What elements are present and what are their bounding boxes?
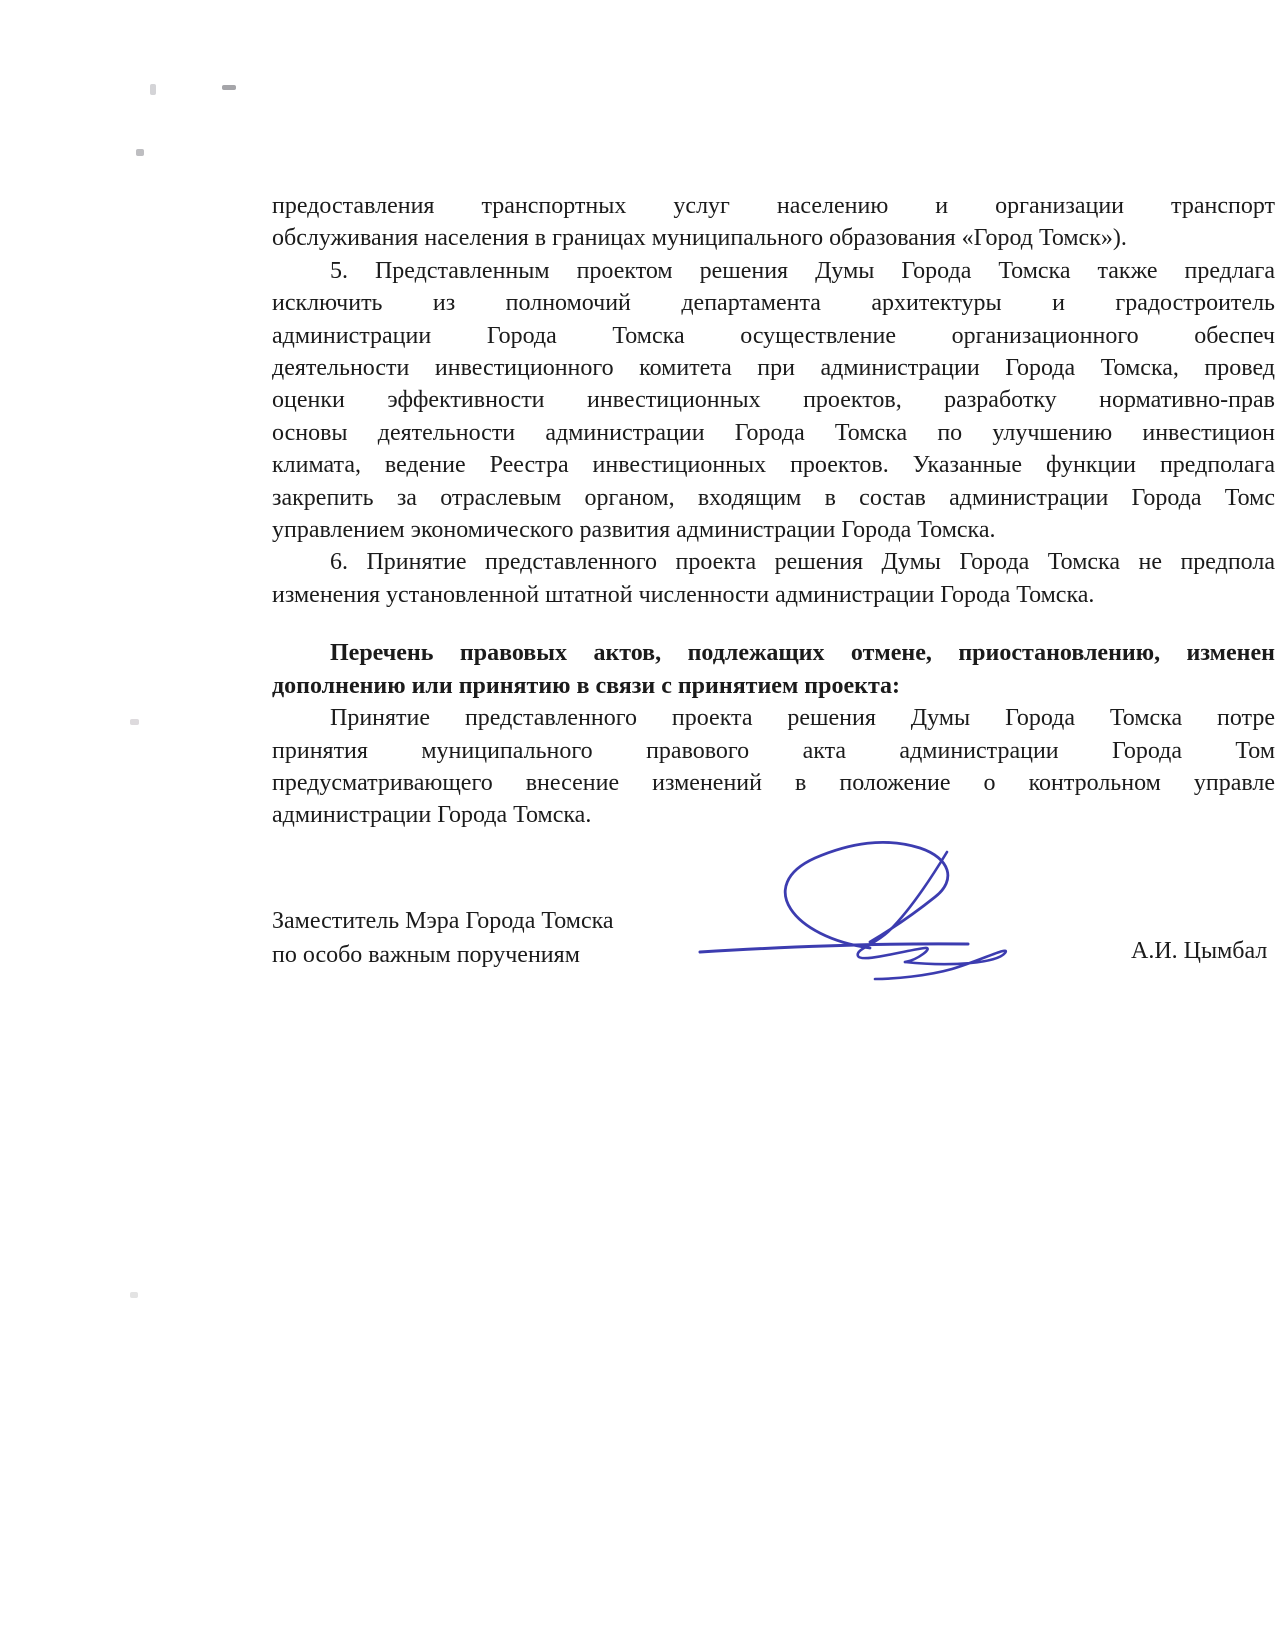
document-body xyxy=(272,190,1275,832)
document-line: закрепить за отраслевым органом, входящим в состав администрации Города Томс xyxy=(272,484,1275,511)
document-line: администрации Города Томска. xyxy=(272,802,592,829)
handwritten-signature-ink xyxy=(672,815,1032,995)
scan-artifact xyxy=(150,84,156,95)
document-line: исключить из полномочий департамента архитектуры и градостроитель xyxy=(272,290,1275,317)
document-line: оценки эффективности инвестиционных проектов, разработку нормативно-прав xyxy=(272,387,1275,414)
document-line: 5. Представленным проектом решения Думы Города Томска также предлага xyxy=(330,257,1275,284)
document-line: администрации Города Томска осуществление организационного обеспеч xyxy=(272,322,1275,349)
document-heading-line: дополнению или принятию в связи с принятием проекта: xyxy=(272,672,901,699)
document-line: управлением экономического развития администрации Города Томска. xyxy=(272,517,996,544)
document-line: климата, ведение Реестра инвестиционных проектов. Указанные функции предполага xyxy=(272,452,1275,479)
document-line: 6. Принятие представленного проекта решения Думы Города Томска не предпола xyxy=(330,549,1275,576)
document-heading-line: Перечень правовых актов, подлежащих отмене, приостановлению, изменен xyxy=(330,640,1275,667)
scan-artifact xyxy=(222,85,236,90)
document-line: принятия муниципального правового акта администрации Города Том xyxy=(272,737,1275,764)
signer-role-line: по особо важным поручениям xyxy=(272,942,580,968)
document-line: изменения установленной штатной численности администрации Города Томска. xyxy=(272,581,1095,608)
signer-role-line: Заместитель Мэра Города Томска xyxy=(272,908,614,934)
scan-artifact xyxy=(136,149,144,156)
document-line: деятельности инвестиционного комитета при администрации Города Томска, провед xyxy=(272,355,1275,382)
signer-name: А.И. Цымбал xyxy=(1131,938,1268,964)
document-line: предусматривающего внесение изменений в положение о контрольном управле xyxy=(272,769,1275,796)
document-line: Принятие представленного проекта решения Думы Города Томска потре xyxy=(330,705,1275,732)
document-line: обслуживания населения в границах муниципального образования «Город Томск»). xyxy=(272,225,1127,252)
scan-artifact xyxy=(130,1292,138,1298)
signature-stroke xyxy=(785,842,948,948)
document-line: предоставления транспортных услуг населению и организации транспорт xyxy=(272,193,1275,219)
document-line: основы деятельности администрации Города Томска по улучшению инвестицион xyxy=(272,419,1275,446)
scan-artifact xyxy=(130,719,139,725)
